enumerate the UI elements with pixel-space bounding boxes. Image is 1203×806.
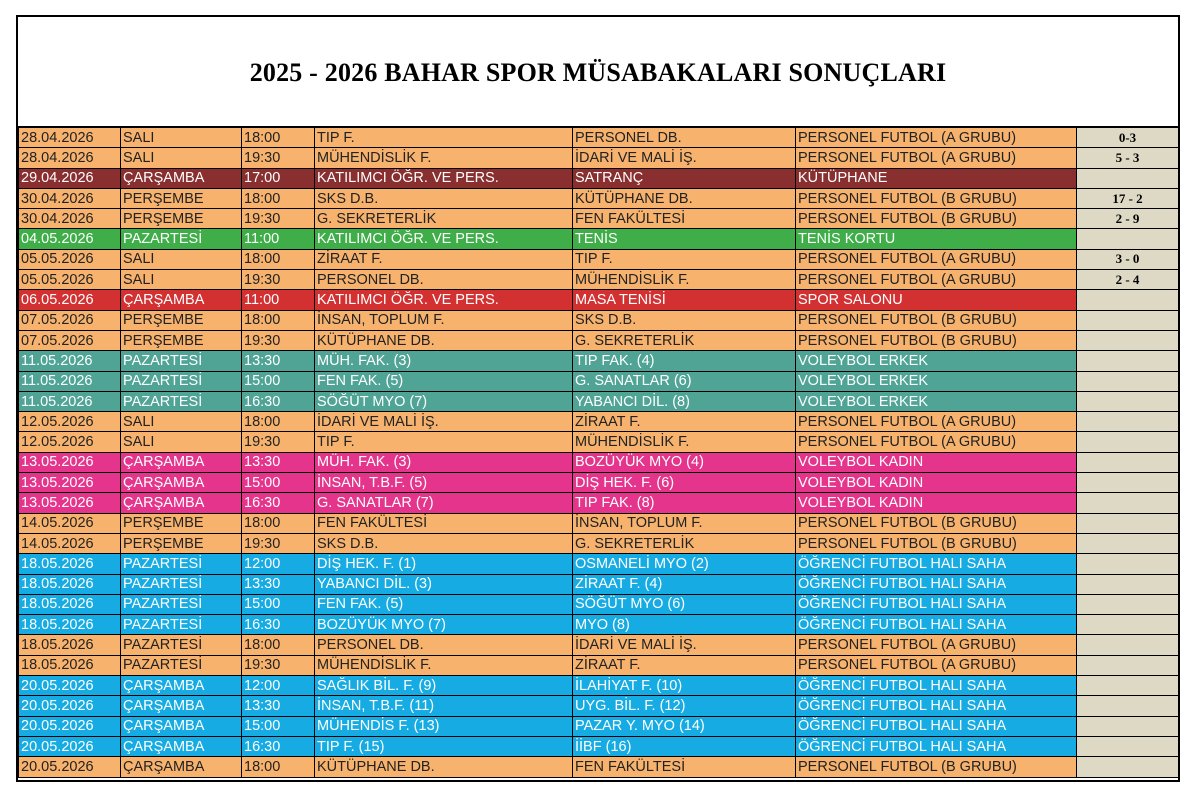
score-cell (1077, 757, 1179, 777)
date-cell: 14.05.2026 (19, 533, 121, 553)
team1-cell: DİŞ HEK. F. (1) (315, 554, 573, 574)
date-cell: 18.05.2026 (19, 635, 121, 655)
table-row (19, 493, 1179, 513)
score-cell (1077, 290, 1179, 310)
table-row (19, 696, 1179, 716)
time-cell: 15:00 (242, 594, 315, 614)
date-cell: 20.05.2026 (19, 696, 121, 716)
category-cell: ÖĞRENCİ FUTBOL HALI SAHA (796, 615, 1077, 635)
team1-cell: ZİRAAT F. (315, 249, 573, 269)
score-cell (1077, 635, 1179, 655)
team2-cell: G. SANATLAR (6) (573, 371, 796, 391)
time-cell: 15:00 (242, 371, 315, 391)
team2-cell: TIP FAK. (4) (573, 351, 796, 371)
time-cell: 18:00 (242, 128, 315, 148)
team1-cell: TIP F. (15) (315, 736, 573, 756)
day-cell: PERŞEMBE (121, 188, 242, 208)
table-row (19, 168, 1179, 188)
time-cell: 13:30 (242, 574, 315, 594)
time-cell: 16:30 (242, 615, 315, 635)
date-cell: 28.04.2026 (19, 148, 121, 168)
table-row (19, 676, 1179, 696)
team2-cell: YABANCI DİL. (8) (573, 391, 796, 411)
score-cell (1077, 676, 1179, 696)
category-cell: PERSONEL FUTBOL (B GRUBU) (796, 188, 1077, 208)
team2-cell: G. SEKRETERLİK (573, 533, 796, 553)
score-cell (1077, 493, 1179, 513)
category-cell: VOLEYBOL KADIN (796, 493, 1077, 513)
page-title: 2025 - 2026 BAHAR SPOR MÜSABAKALARI SONUÇLARI (249, 57, 947, 87)
team1-cell: FEN FAKÜLTESİ (315, 513, 573, 533)
category-cell: PERSONEL FUTBOL (A GRUBU) (796, 249, 1077, 269)
score-cell (1077, 473, 1179, 493)
category-cell: ÖĞRENCİ FUTBOL HALI SAHA (796, 676, 1077, 696)
day-cell: ÇARŞAMBA (121, 168, 242, 188)
team2-cell: TIP FAK. (8) (573, 493, 796, 513)
date-cell: 07.05.2026 (19, 330, 121, 350)
date-cell: 18.05.2026 (19, 615, 121, 635)
date-cell: 13.05.2026 (19, 493, 121, 513)
day-cell: ÇARŞAMBA (121, 696, 242, 716)
time-cell: 19:30 (242, 533, 315, 553)
day-cell: SALI (121, 270, 242, 290)
team1-cell: BOZÜYÜK MYO (7) (315, 615, 573, 635)
team2-cell: İNSAN, TOPLUM F. (573, 513, 796, 533)
team1-cell: MÜH. FAK. (3) (315, 351, 573, 371)
score-cell (1077, 330, 1179, 350)
table-row (19, 310, 1179, 330)
date-cell: 04.05.2026 (19, 229, 121, 249)
day-cell: SALI (121, 432, 242, 452)
team2-cell: ZİRAAT F. (573, 655, 796, 675)
score-cell (1077, 168, 1179, 188)
day-cell: ÇARŞAMBA (121, 757, 242, 777)
time-cell: 13:30 (242, 696, 315, 716)
time-cell: 19:30 (242, 148, 315, 168)
table-row (19, 188, 1179, 208)
category-cell: ÖĞRENCİ FUTBOL HALI SAHA (796, 594, 1077, 614)
date-cell: 18.05.2026 (19, 574, 121, 594)
team1-cell: TIP F. (315, 128, 573, 148)
table-row (19, 128, 1179, 148)
team2-cell: G. SEKRETERLİK (573, 330, 796, 350)
category-cell: SPOR SALONU (796, 290, 1077, 310)
time-cell: 12:00 (242, 676, 315, 696)
time-cell: 15:00 (242, 473, 315, 493)
date-cell: 05.05.2026 (19, 270, 121, 290)
score-cell (1077, 513, 1179, 533)
time-cell: 16:30 (242, 493, 315, 513)
day-cell: PAZARTESİ (121, 391, 242, 411)
team2-cell: PAZAR Y. MYO (14) (573, 716, 796, 736)
team2-cell: SATRANÇ (573, 168, 796, 188)
score-cell: 5 - 3 (1077, 148, 1179, 168)
table-row (19, 473, 1179, 493)
time-cell: 18:00 (242, 635, 315, 655)
category-cell: ÖĞRENCİ FUTBOL HALI SAHA (796, 736, 1077, 756)
results-table (18, 127, 1179, 778)
team1-cell: KÜTÜPHANE DB. (315, 330, 573, 350)
score-cell: 17 - 2 (1077, 188, 1179, 208)
table-row (19, 533, 1179, 553)
team2-cell: FEN FAKÜLTESİ (573, 757, 796, 777)
team1-cell: KATILIMCI ÖĞR. VE PERS. (315, 229, 573, 249)
team2-cell: KÜTÜPHANE DB. (573, 188, 796, 208)
category-cell: PERSONEL FUTBOL (A GRUBU) (796, 635, 1077, 655)
category-cell: KÜTÜPHANE (796, 168, 1077, 188)
time-cell: 19:30 (242, 330, 315, 350)
score-cell: 2 - 9 (1077, 209, 1179, 229)
day-cell: PAZARTESİ (121, 351, 242, 371)
team1-cell: G. SEKRETERLİK (315, 209, 573, 229)
category-cell: VOLEYBOL ERKEK (796, 371, 1077, 391)
day-cell: PERŞEMBE (121, 330, 242, 350)
table-row (19, 432, 1179, 452)
table-row (19, 574, 1179, 594)
day-cell: PAZARTESİ (121, 371, 242, 391)
category-cell: VOLEYBOL ERKEK (796, 351, 1077, 371)
time-cell: 18:00 (242, 249, 315, 269)
table-row (19, 452, 1179, 472)
time-cell: 17:00 (242, 168, 315, 188)
day-cell: ÇARŞAMBA (121, 290, 242, 310)
table-row (19, 209, 1179, 229)
score-cell (1077, 736, 1179, 756)
date-cell: 28.04.2026 (19, 128, 121, 148)
score-cell: 3 - 0 (1077, 249, 1179, 269)
time-cell: 19:30 (242, 209, 315, 229)
table-row (19, 412, 1179, 432)
team2-cell: İLAHİYAT F. (10) (573, 676, 796, 696)
time-cell: 18:00 (242, 412, 315, 432)
date-cell: 20.05.2026 (19, 676, 121, 696)
team2-cell: OSMANELİ MYO (2) (573, 554, 796, 574)
team2-cell: İİBF (16) (573, 736, 796, 756)
team2-cell: BOZÜYÜK MYO (4) (573, 452, 796, 472)
team1-cell: FEN FAK. (5) (315, 594, 573, 614)
table-row (19, 351, 1179, 371)
date-cell: 11.05.2026 (19, 371, 121, 391)
team1-cell: MÜHENDİSLİK F. (315, 148, 573, 168)
team1-cell: İNSAN, TOPLUM F. (315, 310, 573, 330)
team2-cell: MÜHENDİSLİK F. (573, 270, 796, 290)
team2-cell: MYO (8) (573, 615, 796, 635)
date-cell: 20.05.2026 (19, 736, 121, 756)
category-cell: PERSONEL FUTBOL (B GRUBU) (796, 209, 1077, 229)
score-cell (1077, 615, 1179, 635)
team2-cell: ZİRAAT F. (4) (573, 574, 796, 594)
day-cell: SALI (121, 412, 242, 432)
team1-cell: KATILIMCI ÖĞR. VE PERS. (315, 290, 573, 310)
day-cell: SALI (121, 148, 242, 168)
category-cell: PERSONEL FUTBOL (B GRUBU) (796, 310, 1077, 330)
table-row (19, 736, 1179, 756)
time-cell: 18:00 (242, 188, 315, 208)
category-cell: PERSONEL FUTBOL (A GRUBU) (796, 128, 1077, 148)
date-cell: 11.05.2026 (19, 391, 121, 411)
time-cell: 18:00 (242, 513, 315, 533)
time-cell: 11:00 (242, 290, 315, 310)
date-cell: 11.05.2026 (19, 351, 121, 371)
team2-cell: İDARİ VE MALİ İŞ. (573, 148, 796, 168)
time-cell: 18:00 (242, 310, 315, 330)
category-cell: PERSONEL FUTBOL (B GRUBU) (796, 757, 1077, 777)
score-cell (1077, 412, 1179, 432)
category-cell: PERSONEL FUTBOL (A GRUBU) (796, 655, 1077, 675)
category-cell: TENİS KORTU (796, 229, 1077, 249)
team2-cell: TENİS (573, 229, 796, 249)
time-cell: 19:30 (242, 432, 315, 452)
table-row (19, 716, 1179, 736)
score-cell (1077, 351, 1179, 371)
score-cell (1077, 391, 1179, 411)
results-sheet (16, 15, 1180, 782)
date-cell: 18.05.2026 (19, 554, 121, 574)
team2-cell: FEN FAKÜLTESİ (573, 209, 796, 229)
team2-cell: MÜHENDİSLİK F. (573, 432, 796, 452)
date-cell: 14.05.2026 (19, 513, 121, 533)
team1-cell: İNSAN, T.B.F. (11) (315, 696, 573, 716)
category-cell: VOLEYBOL ERKEK (796, 391, 1077, 411)
table-row (19, 615, 1179, 635)
team2-cell: TIP F. (573, 249, 796, 269)
score-cell (1077, 371, 1179, 391)
team2-cell: SÖĞÜT MYO (6) (573, 594, 796, 614)
day-cell: PERŞEMBE (121, 209, 242, 229)
team2-cell: UYG. BİL. F. (12) (573, 696, 796, 716)
category-cell: PERSONEL FUTBOL (B GRUBU) (796, 513, 1077, 533)
score-cell (1077, 533, 1179, 553)
date-cell: 20.05.2026 (19, 716, 121, 736)
team1-cell: TIP F. (315, 432, 573, 452)
table-row (19, 290, 1179, 310)
day-cell: PAZARTESİ (121, 229, 242, 249)
day-cell: PAZARTESİ (121, 554, 242, 574)
team2-cell: PERSONEL DB. (573, 128, 796, 148)
day-cell: PAZARTESİ (121, 574, 242, 594)
day-cell: PERŞEMBE (121, 513, 242, 533)
team1-cell: PERSONEL DB. (315, 270, 573, 290)
score-cell (1077, 696, 1179, 716)
category-cell: PERSONEL FUTBOL (A GRUBU) (796, 432, 1077, 452)
team2-cell: DİŞ HEK. F. (6) (573, 473, 796, 493)
day-cell: ÇARŞAMBA (121, 473, 242, 493)
date-cell: 20.05.2026 (19, 757, 121, 777)
day-cell: PAZARTESİ (121, 655, 242, 675)
date-cell: 18.05.2026 (19, 655, 121, 675)
table-row (19, 371, 1179, 391)
table-row (19, 554, 1179, 574)
score-cell (1077, 574, 1179, 594)
team2-cell: İDARİ VE MALİ İŞ. (573, 635, 796, 655)
category-cell: PERSONEL FUTBOL (A GRUBU) (796, 270, 1077, 290)
category-cell: PERSONEL FUTBOL (A GRUBU) (796, 148, 1077, 168)
table-row (19, 148, 1179, 168)
day-cell: PERŞEMBE (121, 310, 242, 330)
category-cell: ÖĞRENCİ FUTBOL HALI SAHA (796, 554, 1077, 574)
title-box (18, 17, 1178, 127)
team1-cell: MÜHENDİS F. (13) (315, 716, 573, 736)
day-cell: ÇARŞAMBA (121, 716, 242, 736)
date-cell: 07.05.2026 (19, 310, 121, 330)
category-cell: ÖĞRENCİ FUTBOL HALI SAHA (796, 696, 1077, 716)
results-table-body (19, 128, 1179, 778)
category-cell: PERSONEL FUTBOL (A GRUBU) (796, 412, 1077, 432)
day-cell: ÇARŞAMBA (121, 493, 242, 513)
day-cell: ÇARŞAMBA (121, 736, 242, 756)
time-cell: 13:30 (242, 351, 315, 371)
time-cell: 15:00 (242, 716, 315, 736)
category-cell: PERSONEL FUTBOL (B GRUBU) (796, 533, 1077, 553)
team2-cell: SKS D.B. (573, 310, 796, 330)
day-cell: PAZARTESİ (121, 615, 242, 635)
date-cell: 06.05.2026 (19, 290, 121, 310)
team1-cell: İDARİ VE MALİ İŞ. (315, 412, 573, 432)
team1-cell: SAĞLIK BİL. F. (9) (315, 676, 573, 696)
table-row (19, 330, 1179, 350)
category-cell: VOLEYBOL KADIN (796, 452, 1077, 472)
time-cell: 18:00 (242, 757, 315, 777)
table-row (19, 594, 1179, 614)
date-cell: 05.05.2026 (19, 249, 121, 269)
table-row (19, 655, 1179, 675)
time-cell: 16:30 (242, 391, 315, 411)
category-cell: ÖĞRENCİ FUTBOL HALI SAHA (796, 716, 1077, 736)
day-cell: ÇARŞAMBA (121, 676, 242, 696)
date-cell: 18.05.2026 (19, 594, 121, 614)
time-cell: 16:30 (242, 736, 315, 756)
score-cell (1077, 594, 1179, 614)
team1-cell: İNSAN, T.B.F. (5) (315, 473, 573, 493)
category-cell: PERSONEL FUTBOL (B GRUBU) (796, 330, 1077, 350)
score-cell: 2 - 4 (1077, 270, 1179, 290)
day-cell: PERŞEMBE (121, 533, 242, 553)
team1-cell: SÖĞÜT MYO (7) (315, 391, 573, 411)
team1-cell: FEN FAK. (5) (315, 371, 573, 391)
score-cell (1077, 554, 1179, 574)
score-cell (1077, 229, 1179, 249)
table-row (19, 513, 1179, 533)
time-cell: 12:00 (242, 554, 315, 574)
team2-cell: ZİRAAT F. (573, 412, 796, 432)
score-cell: 0-3 (1077, 128, 1179, 148)
table-row (19, 757, 1179, 777)
team1-cell: G. SANATLAR (7) (315, 493, 573, 513)
time-cell: 19:30 (242, 655, 315, 675)
score-cell (1077, 655, 1179, 675)
date-cell: 12.05.2026 (19, 432, 121, 452)
date-cell: 30.04.2026 (19, 188, 121, 208)
day-cell: ÇARŞAMBA (121, 452, 242, 472)
category-cell: VOLEYBOL KADIN (796, 473, 1077, 493)
team1-cell: SKS D.B. (315, 533, 573, 553)
team1-cell: KÜTÜPHANE DB. (315, 757, 573, 777)
day-cell: SALI (121, 249, 242, 269)
team2-cell: MASA TENİSİ (573, 290, 796, 310)
table-row (19, 229, 1179, 249)
date-cell: 13.05.2026 (19, 452, 121, 472)
score-cell (1077, 432, 1179, 452)
date-cell: 13.05.2026 (19, 473, 121, 493)
time-cell: 11:00 (242, 229, 315, 249)
day-cell: PAZARTESİ (121, 635, 242, 655)
table-row (19, 270, 1179, 290)
team1-cell: SKS D.B. (315, 188, 573, 208)
category-cell: ÖĞRENCİ FUTBOL HALI SAHA (796, 574, 1077, 594)
team1-cell: PERSONEL DB. (315, 635, 573, 655)
date-cell: 30.04.2026 (19, 209, 121, 229)
time-cell: 13:30 (242, 452, 315, 472)
table-row (19, 391, 1179, 411)
date-cell: 12.05.2026 (19, 412, 121, 432)
day-cell: SALI (121, 128, 242, 148)
score-cell (1077, 716, 1179, 736)
date-cell: 29.04.2026 (19, 168, 121, 188)
score-cell (1077, 310, 1179, 330)
team1-cell: YABANCI DİL. (3) (315, 574, 573, 594)
table-row (19, 635, 1179, 655)
time-cell: 19:30 (242, 270, 315, 290)
team1-cell: MÜH. FAK. (3) (315, 452, 573, 472)
team1-cell: MÜHENDİSLİK F. (315, 655, 573, 675)
team1-cell: KATILIMCI ÖĞR. VE PERS. (315, 168, 573, 188)
day-cell: PAZARTESİ (121, 594, 242, 614)
table-row (19, 249, 1179, 269)
score-cell (1077, 452, 1179, 472)
